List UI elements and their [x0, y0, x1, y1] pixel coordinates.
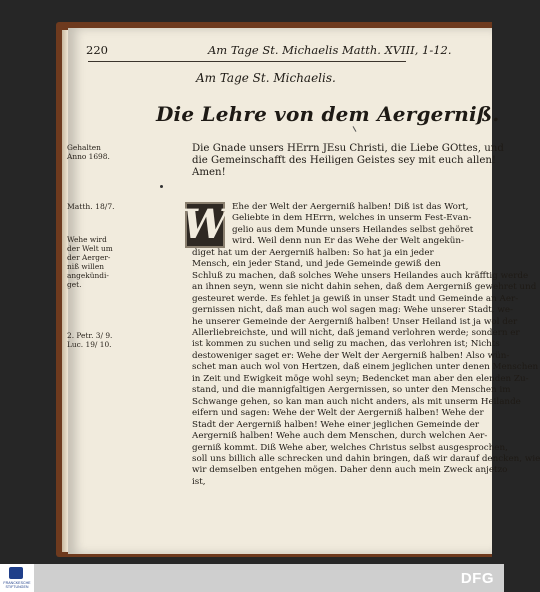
institution-logo-text: FRANCKESCHE STIFTUNGEN [3, 581, 31, 589]
sermon-title: Die Lehre von dem Aergerniß. [156, 102, 500, 126]
body-line: gernissen nicht, daß man auch wol sagen mag: Wehe unserer Stadt, we- [192, 305, 513, 316]
body-line: gerniß kommt. Diß Wehe aber, welches Christus selbst ausgesprochen, [192, 442, 508, 453]
margin-note-reference: Matth. 18/7. [67, 202, 115, 211]
body-line: Geliebte in dem HErrn, welches in unserm Fest-Evan- [232, 213, 472, 224]
body-line: he unserer Gemeinde der Aergerniß halben! Unser Heiland ist ja wol der [192, 316, 518, 327]
institution-emblem-icon [9, 567, 23, 579]
page-number: 220 [86, 43, 108, 57]
running-head-title: Am Tage St. Michaelis Matth. XVIII, 1-12. [208, 43, 452, 57]
body-line: stand, und die mannigfaltigen Aergernissen, so unter den Menschen im [192, 385, 511, 396]
body-line: gelio aus dem Munde unsers Heilandes selbst gehöret [232, 224, 474, 235]
header-rule [88, 61, 406, 62]
margin-note-summary: Wehe wird der Welt um der Aerger- niß willen angekündi- get. [67, 235, 113, 289]
body-line: Mensch, ein jeder Stand, und jede Gemeinde gewiß den [192, 259, 441, 270]
body-line: eifern und sagen: Wehe der Welt der Aergerniß halben! Wehe der [192, 408, 484, 419]
institution-logo[interactable] [0, 564, 34, 592]
body-line: destoweniger saget er: Wehe der Welt der Aergerniß halben! Also wün- [192, 350, 510, 361]
body-line: wir demselben entgehen mögen. Daher denn auch mein Zweck anjetzo [192, 465, 508, 476]
body-line: schet man auch wol von Hertzen, daß einem jeglichen unter denen Menschen [192, 362, 539, 373]
sermon-subtitle: Am Tage St. Michaelis. [196, 71, 336, 85]
body-line: Schluß zu machen, daß solches Wehe unsers Heilandes auch kräfftig werde [192, 270, 529, 281]
body-line: an ihnen seyn, wenn sie nicht dahin sehen, daß dem Aergerniß gewehret und [192, 282, 537, 293]
body-line: soll uns billich alle schrecken und dahin bringen, daß wir darauf dencken, wie [192, 453, 540, 464]
body-line: Schwange gehen, so kan man auch nicht anders, als mit unserm Heilande [192, 396, 521, 407]
greeting-paragraph: Die Gnade unsers HErrn JEsu Christi, die Liebe GOttes, und die Gemeinschafft des Heiligen Geistes sey mit euch allen! Amen! [192, 143, 504, 178]
body-line: Allerliebreichste, und will nicht, daß jemand verlohren werde; sondern er [192, 327, 520, 338]
body-line: ist, [192, 476, 206, 487]
body-line: Ehe der Welt der Aergerniß halben! Diß ist das Wort, [232, 202, 469, 212]
body-line: gesteuret werde. Es fehlet ja gewiß in unser Stadt und Gemeinde an Aer- [192, 293, 519, 304]
body-line: ist kommen zu suchen und selig zu machen, das verlohren ist; Nichts [192, 339, 500, 350]
decorated-initial: W [182, 201, 228, 248]
margin-note-scripture: 2. Petr. 3/ 9. Luc. 19/ 10. [67, 331, 113, 349]
body-paragraph [192, 202, 540, 488]
margin-note-date: Gehalten Anno 1698. [67, 143, 110, 161]
body-line: Aergerniß halben! Wehe auch dem Menschen, durch welchen Aer- [192, 431, 488, 442]
body-line: diget hat um der Aergerniß halben: So hat ja ein jeder [192, 247, 434, 258]
body-line: Stadt der Aergerniß halben! Wehe einer jeglichen Gemeinde der [192, 419, 480, 430]
ink-dot [160, 185, 163, 188]
viewer-footer [0, 564, 504, 592]
body-line: in Zeit und Ewigkeit möge wohl seyn; Bedencket man aber den elenden Zu- [192, 373, 529, 384]
dfg-logo[interactable]: DFG [460, 570, 494, 587]
body-line: wird. Weil denn nun Er das Wehe der Welt angekün- [232, 236, 464, 247]
